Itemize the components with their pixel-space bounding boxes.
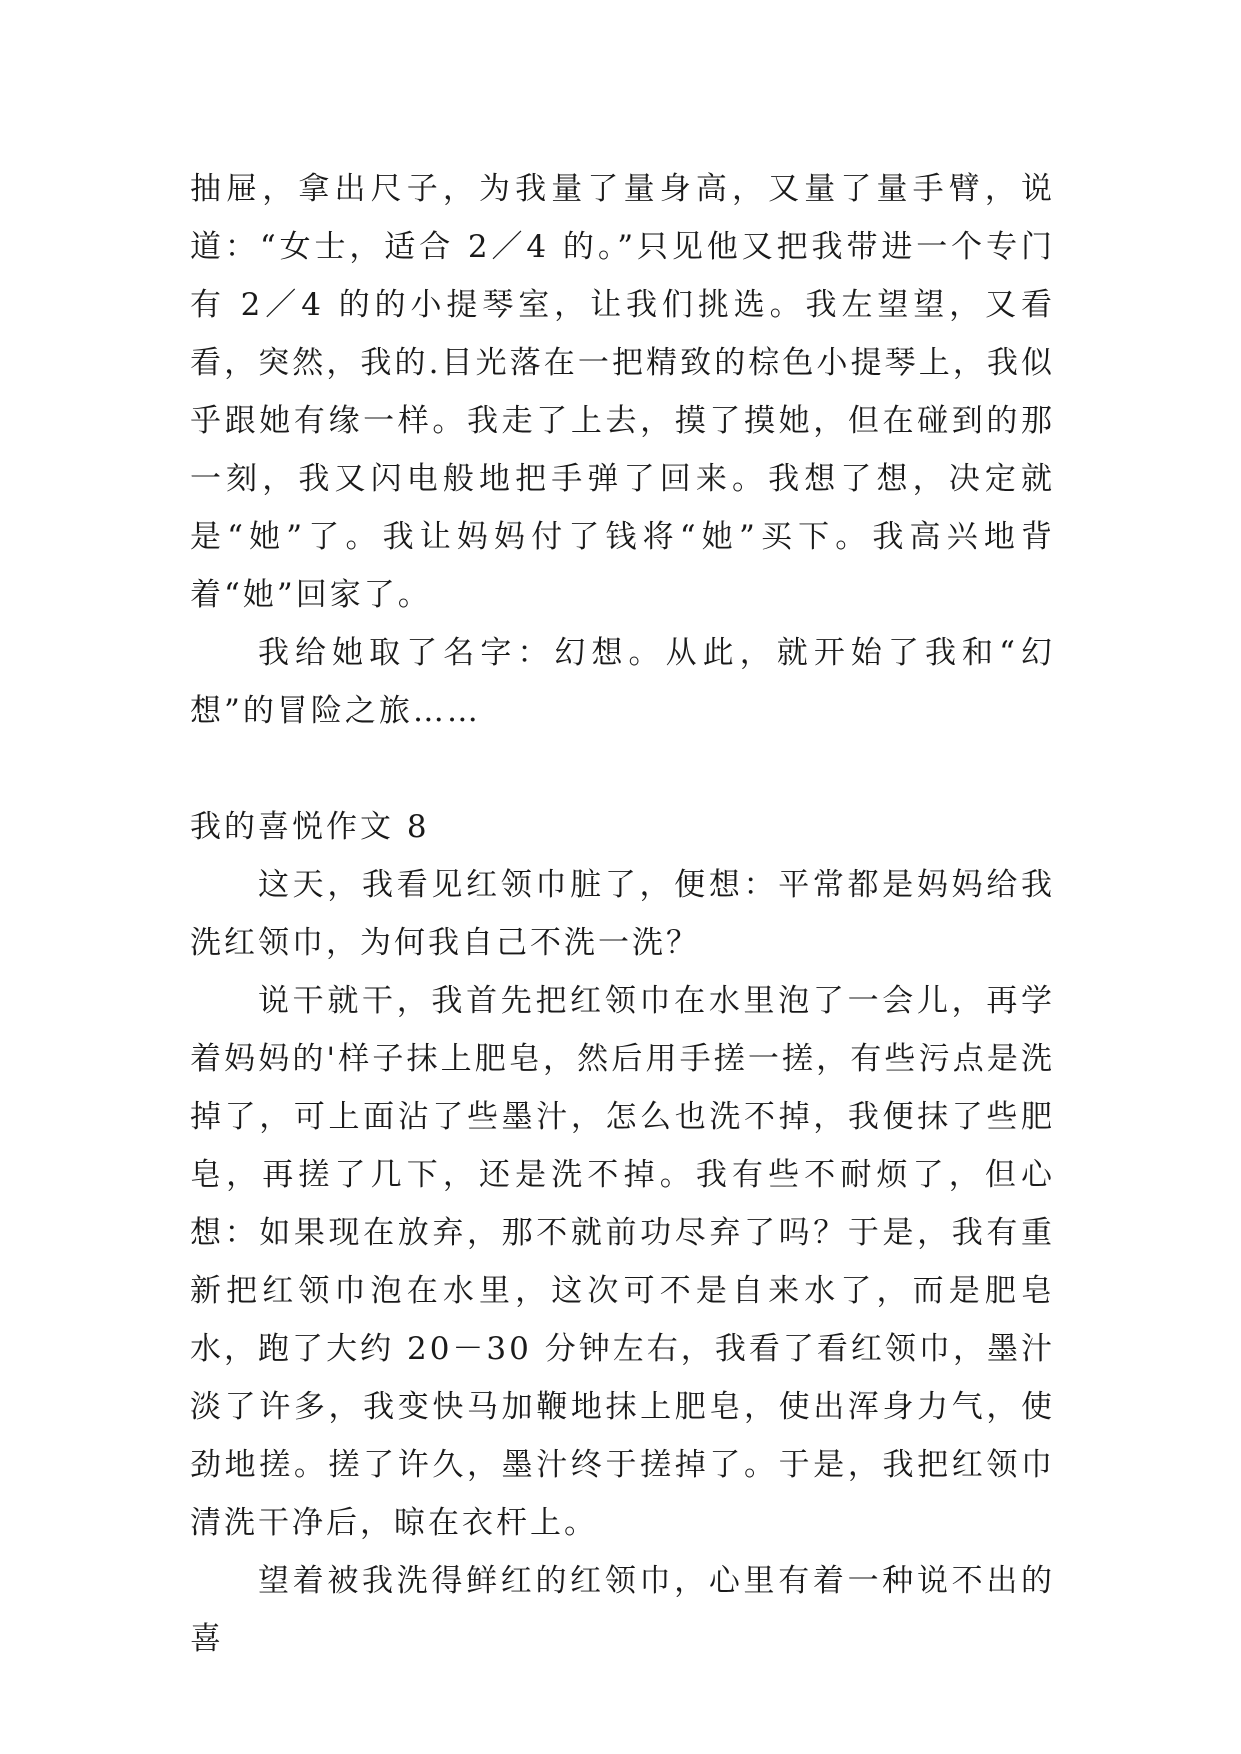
section-title: 我的喜悦作文 8 xyxy=(190,809,430,845)
section-gap xyxy=(190,740,1055,798)
paragraph-continued: 抽屉，拿出尺子，为我量了量身高，又量了量手臂，说道：“女士，适合 2／4 的。”只见他又把我带进一个专门有 2／4 的的小提琴室，让我们挑选。我左望望，又看看，突然，我的.目光落在一把精致的棕色小提琴上，我似乎跟她有缘一样。我走了上去，摸了摸她，但在碰到的那一刻，我又闪电般地把手弹了回来。我想了想，决定就是“她”了。我让妈妈付了钱将“她”买下。我高兴地背着“她”回家了。 xyxy=(190,171,1055,613)
document-body xyxy=(190,160,1055,1668)
paragraph-joy: 望着被我洗得鲜红的红领巾，心里有着一种说不出的喜 xyxy=(190,1563,1055,1657)
paragraph-washing-scarf: 说干就干，我首先把红领巾在水里泡了一会儿，再学着妈妈的'样子抹上肥皂，然后用手搓一搓，有些污点是洗掉了，可上面沾了些墨汁，怎么也洗不掉，我便抹了些肥皂，再搓了几下，还是洗不掉。我有些不耐烦了，但心想：如果现在放弃，那不就前功尽弃了吗？于是，我有重新把红领巾泡在水里，这次可不是自来水了，而是肥皂水，跑了大约 20－30 分钟左右，我看了看红领巾，墨汁淡了许多，我变快马加鞭地抹上肥皂，使出浑身力气，使劲地搓。搓了许久，墨汁终于搓掉了。于是，我把红领巾清洗干净后，晾在衣杆上。 xyxy=(190,983,1055,1541)
paragraph-naming-violin: 我给她取了名字：幻想。从此，就开始了我和“幻想”的冒险之旅…… xyxy=(190,635,1055,729)
paragraph-dirty-scarf: 这天，我看见红领巾脏了，便想：平常都是妈妈给我洗红领巾，为何我自己不洗一洗？ xyxy=(190,867,1055,961)
